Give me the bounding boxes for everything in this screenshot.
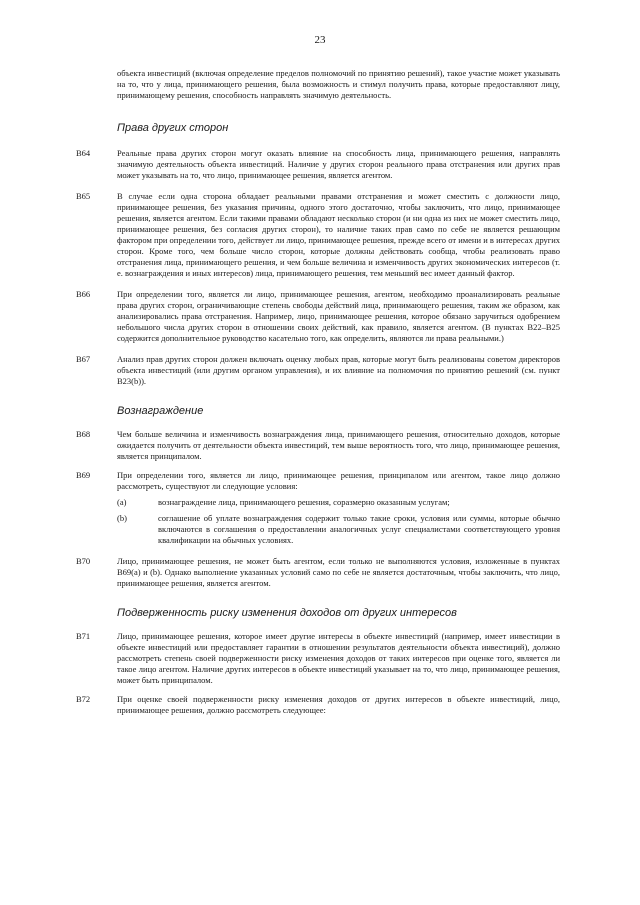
paragraph-number: B64: [76, 148, 91, 158]
sub-item-a: [76, 497, 560, 508]
paragraph-text: Лицо, принимающее решения, не может быть агентом, если только не выполняются условия, изложенные в пунктах B69(a) и (b). Однако выполнение указанных условий само по себе не является достаточным, чтобы заключить, что лицо, принимающее решения, является агентом.: [117, 556, 560, 588]
intro-paragraph: объекта инвестиций (включая определение пределов полномочий по принятию решений), такое участие может указывать на то, что у лица, принимающего решения, была возможность и стимул получить права, которые предоставляют лицу, принимающему решения, способность направлять значимую деятельность.: [117, 68, 560, 100]
paragraph-b71: [76, 631, 560, 686]
paragraph-b70: [76, 556, 560, 589]
sub-item-b: [76, 513, 560, 546]
paragraph-number: B67: [76, 354, 91, 364]
sub-item-text: соглашение об уплате вознаграждения содержит только такие сроки, условия или суммы, которые обычно включаются в соглашения о предоставлении аналогичных услуг специалистами соответствующего уровня квалификации на обычных условиях.: [158, 513, 560, 545]
paragraph-text: Чем больше величина и изменчивость вознаграждения лица, принимающего решения, относительно доходов, которые ожидается получить от деятельности объекта инвестиций, тем выше вероятность того, что лицо, принимающее решения, является принципалом.: [117, 429, 560, 461]
paragraph-b69: [76, 470, 560, 492]
paragraph-text: При определении того, является ли лицо, принимающее решения, принципалом или агентом, такое лицо должно рассмотреть, существуют ли следующие условия:: [117, 470, 560, 491]
paragraph-b65: [76, 191, 560, 279]
paragraph-number: B72: [76, 694, 91, 704]
paragraph-text: В случае если одна сторона обладает реальными правами отстранения и может сместить с должности лицо, принимающее решения, без указания причины, одного этого достаточно, чтобы заключить, что лицо, принимающее решения, является агентом. Если такими правами обладают несколько сторон (и ни одна из них не может сместить лицо, принимающее решения, без согласия других сторон), то наличие таких прав само по себе не является решающим фактором при определении того, действует ли лицо, принимающее решения, прежде всего от имени и в интересах других сторон. Кроме того, чем больше число сторон, которые должны действовать сообща, чтобы реализовать право отстранения лица, принимающего решения, и чем больше величина и изменчивость других экономических интересов (т. е. вознаграждения и иных интересов) лица, принимающего решения, тем меньший вес имеет данный фактор.: [117, 191, 560, 278]
page-number: 23: [314, 34, 326, 46]
paragraph-b72: [76, 694, 560, 716]
paragraph-text: Анализ прав других сторон должен включать оценку любых прав, которые могут быть реализованы советом директоров объекта инвестиций (или другим органом управления), и их влияние на полномочия по принятию решений (см. пункт B23(b)).: [117, 354, 560, 386]
paragraph-number: B65: [76, 191, 91, 201]
paragraph-number: B71: [76, 631, 91, 641]
sub-item-text: вознаграждение лица, принимающего решения, соразмерно оказанным услугам;: [158, 497, 450, 507]
paragraph-b67: [76, 354, 560, 387]
page-body: [76, 68, 560, 716]
paragraph-number: B69: [76, 470, 91, 480]
paragraph-b68: [76, 429, 560, 462]
paragraph-text: Лицо, принимающее решения, которое имеет другие интересы в объекте инвестиций (например, имеет инвестиции в объекте инвестиций или предоставляет гарантии в отношении результатов деятельности объекта инвестиций), должно рассмотреть степень своей подверженности риску изменения доходов от таких интересов при оценке того, является ли такое лицо агентом. Наличие других интересов в объекте инвестиций указывает на то, что лицо, принимающее решения, может быть принципалом.: [117, 631, 560, 685]
section-heading-rights: Права других сторон: [117, 122, 229, 134]
paragraph-text: Реальные права других сторон могут оказать влияние на способность лица, принимающего решения, направлять значимую деятельность объекта инвестиций. Наличие у других сторон реального права отстранения или других прав может указывать на то, что лицо, принимающее решения, является агентом.: [117, 148, 560, 180]
paragraph-number: B70: [76, 556, 91, 566]
sub-item-label: (b): [117, 513, 127, 523]
paragraph-text: При определении того, является ли лицо, принимающее решения, агентом, необходимо проанализировать реальные права других сторон, ограничивающие степень свободы действий лица, принимающего решения, таким же образом, как анализировались права отстранения. Например, лицо, принимающее решения, которое обязано заручиться одобрением небольшого числа других сторон в отношении своих действий, как правило, является агентом. (В пунктах B22–B25 содержится дополнительное руководство касательно того, как определить, являются ли права реальными.): [117, 289, 560, 343]
paragraph-text: При оценке своей подверженности риску изменения доходов от других интересов в объекте инвестиций, лицо, принимающее решения, должно рассмотреть следующее:: [117, 694, 560, 715]
section-heading-remuneration: Вознаграждение: [117, 405, 204, 417]
paragraph-number: B66: [76, 289, 91, 299]
paragraph-b64: [76, 148, 560, 181]
section-heading-exposure: Подверженность риску изменения доходов от других интересов: [117, 607, 457, 619]
paragraph-number: B68: [76, 429, 91, 439]
sub-item-label: (a): [117, 497, 127, 507]
paragraph-b66: [76, 289, 560, 344]
